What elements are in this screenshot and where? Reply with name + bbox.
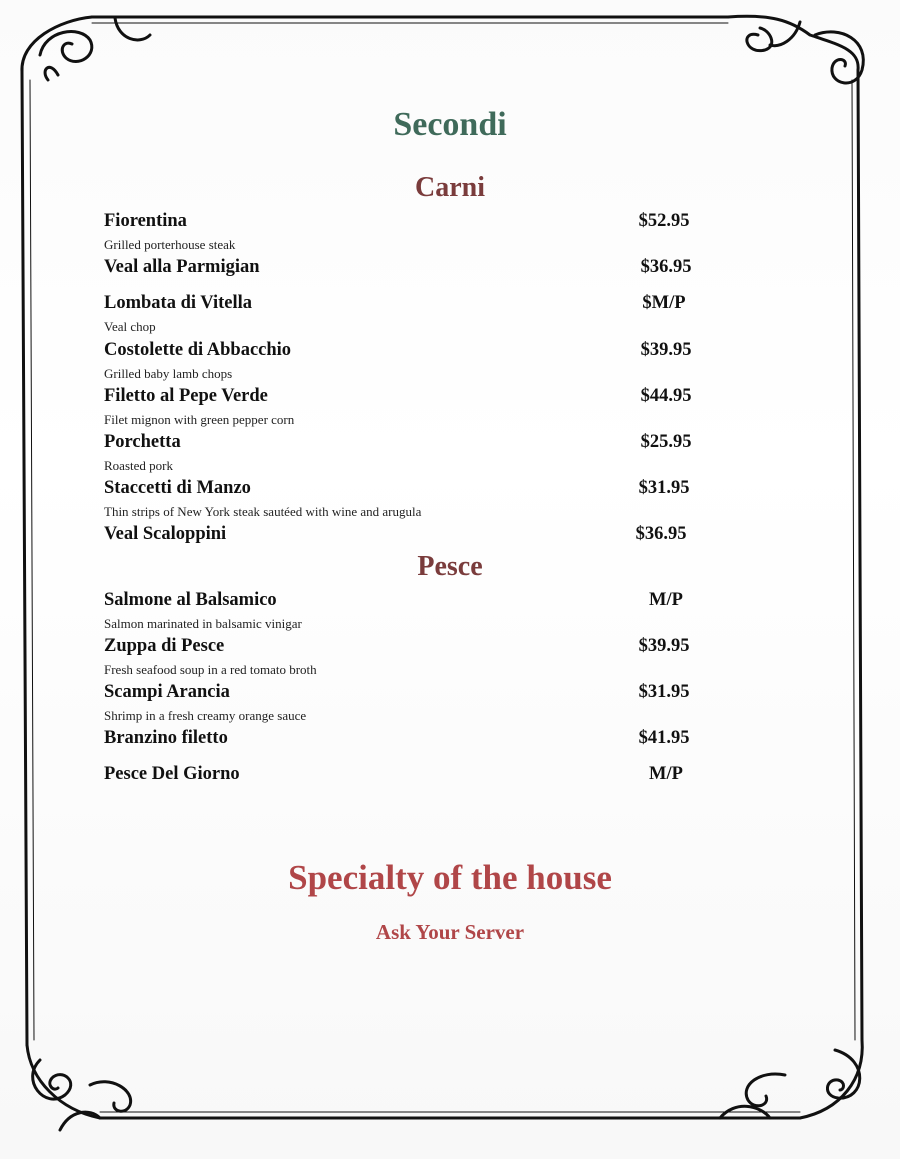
item-price: $44.95 <box>640 386 692 406</box>
item-name: Porchetta <box>104 432 181 452</box>
item-price: $M/P <box>642 293 686 313</box>
item-price: $36.95 <box>640 257 692 277</box>
item-price: M/P <box>649 764 683 784</box>
item-price: $39.95 <box>638 636 690 656</box>
item-name: Scampi Arancia <box>104 682 230 702</box>
section-title-pesce: Pesce <box>417 551 483 582</box>
corner-flourish-bottom-right <box>720 1040 862 1118</box>
item-price: $36.95 <box>635 524 687 544</box>
item-price: M/P <box>649 590 683 610</box>
item-name: Salmone al Balsamico <box>104 590 277 610</box>
item-description: Grilled baby lamb chops <box>104 366 233 381</box>
item-price: $31.95 <box>638 682 690 702</box>
item-name: Pesce Del Giorno <box>104 764 240 784</box>
item-name: Veal Scaloppini <box>104 524 227 544</box>
item-name: Veal alla Parmigian <box>104 257 260 277</box>
specialty-title: Specialty of the house <box>288 858 612 897</box>
item-price: $39.95 <box>640 340 692 360</box>
item-description: Roasted pork <box>104 458 173 473</box>
item-name: Lombata di Vitella <box>104 293 253 313</box>
item-description: Thin strips of New York steak sautéed with wine and arugula <box>104 504 422 519</box>
page-title: Secondi <box>393 106 507 143</box>
item-price: $52.95 <box>638 211 690 231</box>
section-title-carni: Carni <box>415 172 485 203</box>
item-price: $25.95 <box>640 432 692 452</box>
corner-flourish-top-left <box>22 17 150 80</box>
item-name: Filetto al Pepe Verde <box>104 386 268 406</box>
item-description: Veal chop <box>104 319 156 334</box>
item-name: Branzino filetto <box>104 728 228 748</box>
item-price: $41.95 <box>638 728 690 748</box>
item-description: Salmon marinated in balsamic vinigar <box>104 616 302 631</box>
item-name: Zuppa di Pesce <box>104 636 225 656</box>
item-description: Shrimp in a fresh creamy orange sauce <box>104 708 307 723</box>
item-name: Costolette di Abbacchio <box>104 340 292 360</box>
specialty-subtitle: Ask Your Server <box>375 920 525 944</box>
item-name: Staccetti di Manzo <box>104 478 251 498</box>
item-description: Fresh seafood soup in a red tomato broth <box>104 662 317 677</box>
corner-flourish-top-right <box>728 16 863 83</box>
item-description: Filet mignon with green pepper corn <box>104 412 295 427</box>
item-price: $31.95 <box>638 478 690 498</box>
item-name: Fiorentina <box>104 211 187 231</box>
item-description: Grilled porterhouse steak <box>104 237 236 252</box>
